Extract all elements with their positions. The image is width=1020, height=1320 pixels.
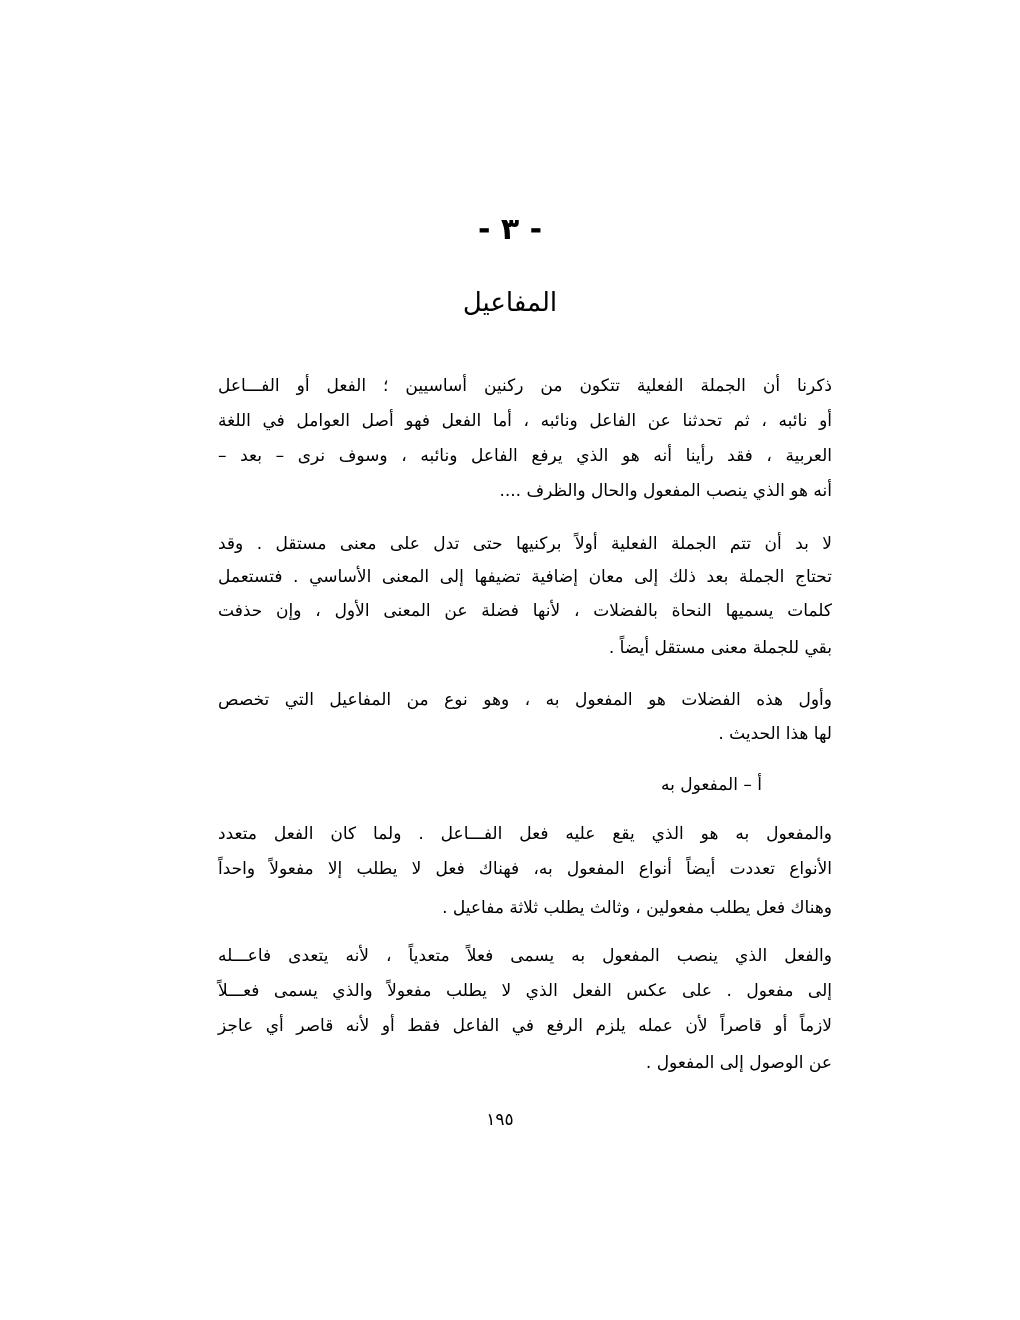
paragraph-line: الأنواع تعددت أيضاً أنواع المفعول به، فهناك فعل لا يطلب إلا مفعولاً واحداً: [218, 859, 832, 879]
paragraph-line: والمفعول به هو الذي يقع عليه فعل الفـــاعل . ولما كان الفعل متعدد: [218, 824, 832, 844]
paragraph-line: لا بد أن تتم الجملة الفعلية أولاً بركنيها حتى تدل على معنى مستقل . وقد: [218, 534, 832, 554]
paragraph-line: بقي للجملة معنى مستقل أيضاً .: [608, 638, 832, 658]
chapter-number: - ٣ -: [477, 212, 543, 247]
chapter-title: المفاعيل: [462, 288, 558, 318]
paragraph-line: ذكرنا أن الجملة الفعلية تتكون من ركنين أساسيين ؛ الفعل أو الفـــاعل: [218, 376, 832, 396]
paragraph-line: أو نائبه ، ثم تحدثنا عن الفاعل ونائبه ، أما الفعل فهو أصل العوامل في اللغة: [218, 411, 832, 431]
paragraph-line: العربية ، فقد رأينا أنه هو الذي يرفع الفاعل ونائبه ، وسوف نرى – بعد –: [218, 446, 832, 466]
paragraph-line: أنه هو الذي ينصب المفعول والحال والظرف ....: [499, 481, 832, 501]
paragraph-line: كلمات يسميها النحاة بالفضلات ، لأنها فضلة عن المعنى الأول ، وإن حذفت: [218, 601, 832, 621]
paragraph-line: لازماً أو قاصراً لأن عمله يلزم الرفع في الفاعل فقط أو لأنه قاصر أي عاجز: [218, 1016, 832, 1036]
paragraph-line: وهناك فعل يطلب مفعولين ، وثالث يطلب ثلاثة مفاعيل .: [442, 898, 832, 918]
page-number: ١٩٥: [486, 1110, 514, 1130]
section-heading: أ – المفعول به: [661, 775, 762, 795]
paragraph-line: تحتاج الجملة بعد ذلك إلى معان إضافية تضيفها إلى المعنى الأساسي . فتستعمل: [218, 567, 832, 587]
paragraph-line: وأول هذه الفضلات هو المفعول به ، وهو نوع من المفاعيل التي تخصص: [218, 690, 832, 710]
paragraph-line: عن الوصول إلى المفعول .: [645, 1053, 832, 1073]
paragraph-line: لها هذا الحديث .: [718, 724, 832, 744]
paragraph-line: إلى مفعول . على عكس الفعل الذي لا يطلب مفعولاً والذي يسمى فعـــلاً: [218, 981, 832, 1001]
paragraph-line: والفعل الذي ينصب المفعول به يسمى فعلاً متعدياً ، لأنه يتعدى فاعـــله: [218, 946, 832, 966]
